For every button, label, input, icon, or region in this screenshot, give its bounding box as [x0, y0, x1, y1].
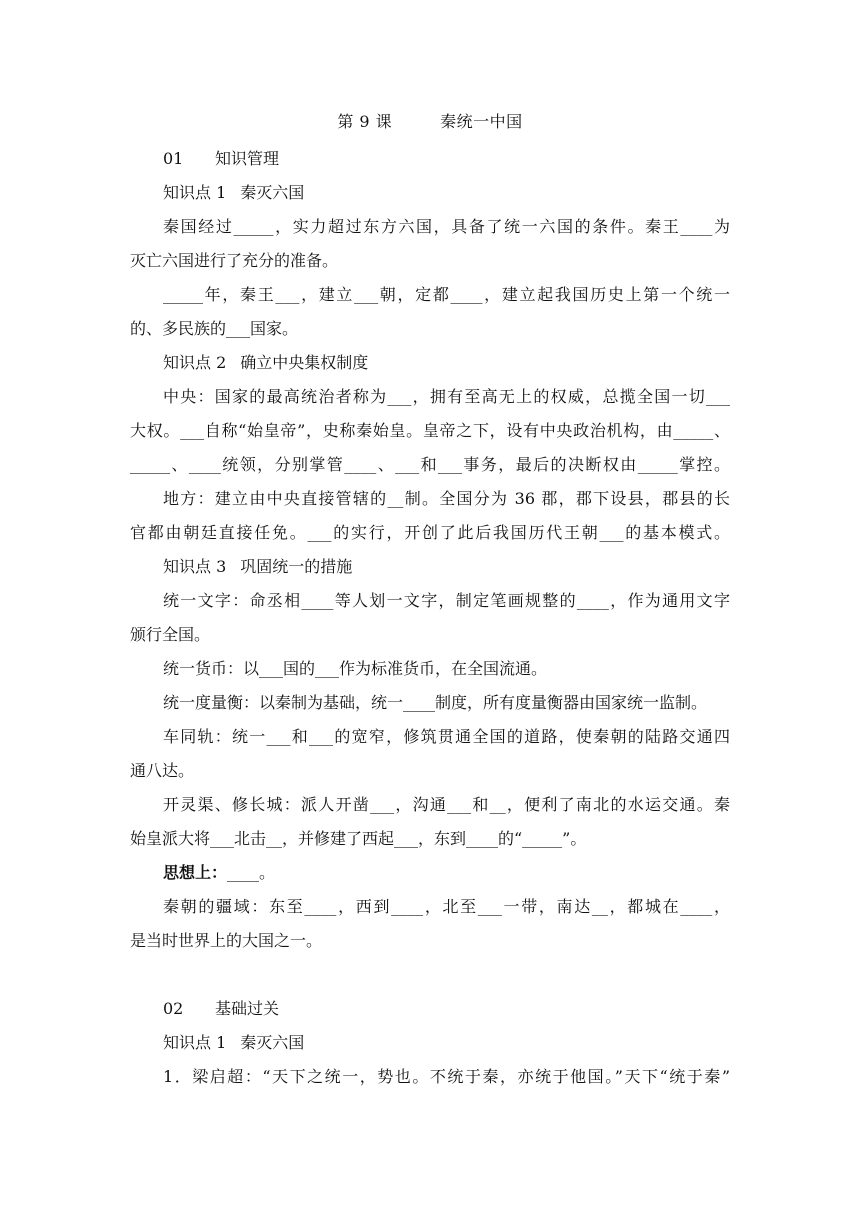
blank-text: ____。	[227, 863, 276, 882]
text-line: 地方：建立由中央直接管辖的__制。全国分为 36 郡，郡下设县，郡县的长	[163, 489, 730, 508]
knowledge-point-heading	[130, 346, 730, 380]
section-number: 02	[163, 999, 184, 1018]
text-line: 是当时世界上的大国之一。	[130, 931, 323, 950]
kp-title: 秦灭六国	[240, 183, 305, 202]
bold-label: 思想上：	[163, 863, 228, 882]
kp-title: 秦灭六国	[240, 1033, 305, 1052]
text-line: 开灵渠、修长城：派人开凿___，沟通___和__，便利了南北的水运交通。秦	[163, 795, 730, 814]
text-line: 统一货币：以___国的___作为标准货币，在全国流通。	[163, 659, 548, 678]
knowledge-point-heading	[130, 550, 730, 584]
text-line: 官都由朝廷直接任免。___的实行，开创了此后我国历代王朝___的基本模式。	[130, 523, 730, 542]
knowledge-point-heading	[130, 1026, 730, 1060]
text-line: 的、多民族的___国家。	[130, 319, 299, 338]
text-line: 秦国经过_____，实力超过东方六国，具备了统一六国的条件。秦王____为	[163, 217, 730, 236]
document-body	[130, 142, 730, 1094]
text-line: 秦朝的疆域：东至____，西到____，北至___一带，南达__，都城在____，	[163, 897, 730, 916]
text-line: 通八达。	[130, 761, 195, 780]
section-heading	[130, 142, 730, 176]
lesson-number: 第 9 课	[337, 112, 393, 131]
question-line: 1．梁启超：“天下之统一，势也。不统于秦，亦统于他国。”天下“统于秦”	[163, 1067, 730, 1086]
text-line	[130, 856, 730, 890]
section-heading	[130, 992, 730, 1026]
text-line: 车同轨：统一___和___的宽窄，修筑贯通全国的道路，使秦朝的陆路交通四	[163, 727, 730, 746]
section-label: 知识管理	[215, 149, 280, 168]
text-line: 大权。___自称“始皇帝”，史称秦始皇。皇帝之下，设有中央政治机构，由_____、	[130, 421, 730, 440]
text-line: 中央：国家的最高统治者称为___，拥有至高无上的权威，总揽全国一切___	[163, 387, 730, 406]
page-title	[0, 109, 860, 132]
text-line: 颁行全国。	[130, 625, 211, 644]
blank-spacer	[130, 958, 730, 992]
text-line: _____年，秦王___，建立___朝，定都____，建立起我国历史上第一个统一	[163, 285, 730, 304]
section-label: 基础过关	[215, 999, 280, 1018]
kp-title: 巩固统一的措施	[240, 557, 353, 576]
kp-title: 确立中央集权制度	[240, 353, 369, 372]
kp-label: 知识点 1	[163, 183, 227, 202]
text-line: 始皇派大将___北击__，并修建了西起___，东到____的“_____”。	[130, 829, 587, 848]
kp-label: 知识点 2	[163, 353, 227, 372]
text-line: 统一度量衡：以秦制为基础，统一____制度，所有度量衡器由国家统一监制。	[163, 693, 708, 712]
kp-label: 知识点 3	[163, 557, 227, 576]
text-line: 灭亡六国进行了充分的准备。	[130, 251, 339, 270]
knowledge-point-heading	[130, 176, 730, 210]
text-line: _____、____统领，分别掌管____、___和___事务，最后的决断权由_____掌控。	[130, 455, 730, 474]
lesson-title: 秦统一中国	[440, 112, 523, 131]
section-number: 01	[163, 149, 184, 168]
text-line: 统一文字：命丞相____等人划一文字，制定笔画规整的____，作为通用文字	[163, 591, 730, 610]
kp-label: 知识点 1	[163, 1033, 227, 1052]
